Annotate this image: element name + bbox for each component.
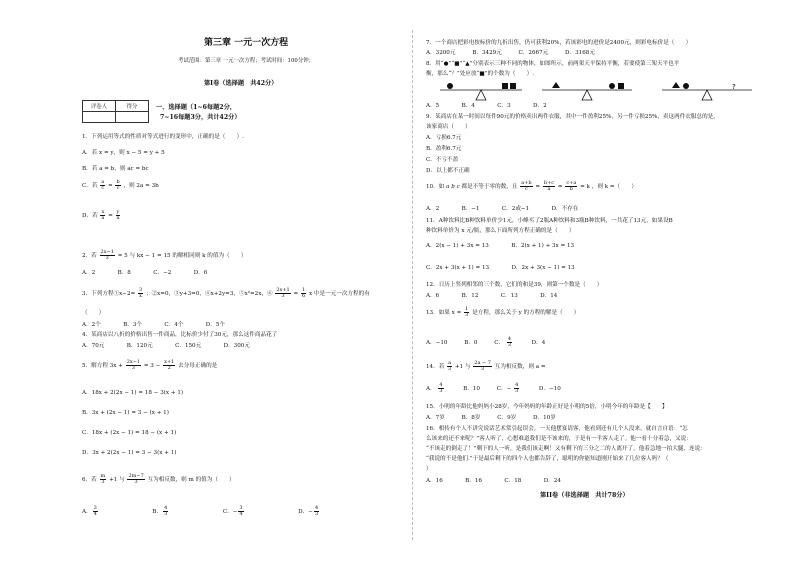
column-divider — [412, 30, 413, 540]
balance-1 — [440, 83, 522, 100]
exam-scope: 考试范围：第三章 一元一次方程；考试时间：100分钟； — [178, 58, 314, 64]
exam-title: 第三章 一元一次方程 — [204, 38, 289, 48]
question-4: 4．某商店以八折的价格出售一件商品，比标价少付了30元，那么这件商品花了 — [82, 332, 278, 338]
question-16: 16．相传有个人不讲究说话艺术常引起误会。一天他摆宴请客，他看到还有几个人没来，就自言自语：“怎 — [426, 426, 688, 432]
svg-text:?: ? — [732, 83, 736, 91]
score-label: 得分 — [116, 101, 149, 112]
q8-options: A．5 B．4 C．3 D．2 — [426, 103, 547, 109]
balance-figures — [432, 80, 772, 104]
q4-options: A．70元 B．120元 C．150元 D．300元 — [82, 343, 250, 349]
q7-options: A．3200元 B．3429元 C．2667元 D．3168元 — [426, 50, 595, 56]
q1-option-b: B．若 a = b，则 ac = bc — [82, 166, 149, 172]
q14-options: A． $\frac{4}{3}$ B．10 C．− $\frac{4}{3}$ D．−10 — [426, 382, 561, 394]
question-8: 8．用“●”“■”“▲”分别表示三种不同的物体，如图所示，前两架天平保持平衡，若要使第三架天平也平 — [426, 61, 680, 67]
question-3: 3．下列方程①x−2= $\frac{3}{x}$ ；②x=0，③y+3=0，④x+2y=3，⑤x²=2x，⑥ $\frac{2x+1}{3}$ = $\frac{1}{6}$ x 中是一元一次方程的有 — [82, 287, 370, 299]
question-6: 6．若 $\frac{m}{3}$ +1 与 $\frac{2m-7}{3}$ 互为相反数，则 m 的值为（ ） — [82, 473, 235, 485]
q3-options: A．2个 B．3个 C．4个 D．5个 — [82, 322, 226, 328]
q8-cont: 衡，那么“？”处应放“■”的个数为（ ）. — [426, 71, 535, 77]
reviewer-label: 评卷人 — [83, 101, 116, 112]
section1-line1: 一、选择题（1~6每题2分， — [156, 104, 236, 111]
q1-option-d: D．若 $\frac{x}{a}$ = $\frac{y}{a}$ — [82, 209, 120, 221]
q6-options: A． $\frac{3}{4}$ B． $\frac{4}{3}$ C．− $\frac{3}{4}$ D．− $\frac{4}{3}$ — [82, 505, 319, 517]
q1-option-c: C．若 $\frac{a}{c}$ = $\frac{b}{c}$ ，则 2a = 3b — [82, 179, 159, 191]
question-15: 15．小明的年龄比他妈妈小28岁，今年妈妈的年龄正好是小明的5倍，小明今年的年龄是【 】 — [426, 404, 668, 410]
question-11: 11．A种饮料比B种饮料单价少1元，小峰买了2瓶A种饮料和3瓶B种饮料，一共花了13元，如果设B — [426, 218, 673, 224]
q2-options: A．2 B．8 C．−2 D．6 — [82, 270, 208, 276]
q10-options: A．2 B．−1 C．2或−1 D．不存在 — [426, 206, 579, 212]
q1-option-a: A．若 x = y，则 x − 5 = y + 5 — [82, 150, 165, 156]
q16-cont-1: 么该来的还不来呢？”客人听了，心想难道我们是不该来的，于是有一半客人走了。他一看十分着急，又说： — [426, 436, 692, 442]
q5-option-b: B．3x + (2x − 1) = 3 − (x + 1) — [82, 410, 169, 416]
question-7: 7．一个商店把彩电按标价的九折出售，仍可获利20%，若该彩电的进价是2400元，则彩电标价是（ ） — [426, 40, 692, 46]
reviewer-cell — [83, 112, 116, 123]
balance-2 — [542, 82, 632, 100]
part2-title: 第II卷（非选择题 共计78分） — [540, 492, 629, 499]
q16-cont-2: “不该走的倒走了！”剩下的人一听，是我们该走啊！又有剩下的三分之二的人离开了。他着急地一拍大腿，连说： — [426, 446, 706, 452]
question-9: 9．某商店在某一时间以每件90元的价格卖出两件衣服，其中一件盈利25%，另一件亏损25%，卖这两件衣服总的是， — [426, 114, 719, 120]
q15-options: A．7岁 B．8岁 C．9岁 D．10岁 — [426, 415, 556, 421]
q5-option-d: D．3x + 2(2x − 1) = 3 − 3(x + 1) — [82, 450, 177, 456]
q5-option-c: C．18x + (2x − 1) = 18 − (x + 1) — [82, 430, 177, 436]
section1-line2: 7~16每题3分，共计42分） — [160, 114, 241, 121]
question-2: 2．若 $\frac{2x-1}{3}$ = 5 与 kx − 1 = 15 的解相同则 k 的值为（ ） — [82, 249, 247, 261]
q9-option-c: C．不亏不盈 — [426, 157, 459, 163]
question-5: 5．解方程 3x + $\frac{2x-1}{3}$ = 3 − $\frac{x+1}{2}$ 去分母正确的是 — [82, 359, 218, 371]
q9-option-d: D．以上都不正确 — [426, 168, 470, 174]
q11-options-2: C．2x + 3(x + 1) = 13 D．2x + 3(x − 1) = 13 — [426, 265, 575, 271]
q11-cont: 种饮料单价为 x 元/瓶，那么下面所列方程正确的是（ ） — [426, 228, 575, 234]
q16-cont-3: “我说的不是他们.”于是最后剩下的四个人也都告辞了，聪明的你能知道刚开始来了几位客人吗？（ — [426, 456, 669, 462]
question-13: 13．如果 x = $\frac{1}{3}$ 是方程，那么关于 y 的方程的解是（ ） — [426, 306, 580, 318]
q11-options-1: A．2(x − 1) + 3x = 13 B．2(x + 1) + 3x = 13 — [426, 243, 575, 249]
question-10: 10．如 a b c 都是不等于零的数，且 $\frac{a+b}{c}$ = $\frac{b+c}{a}$ = $\frac{c+a}{b}$ = k ，则 k =（ ） — [426, 180, 637, 192]
score-cell — [116, 112, 149, 123]
q13-options: A．−10 B．0 C． $\frac{4}{3}$ D．4 — [426, 336, 546, 348]
q3-blank: （ ） — [82, 310, 105, 316]
balance-3 — [662, 82, 752, 100]
q16-cont-4: ） — [426, 466, 432, 472]
q9-option-a: A．亏损6.7元 — [426, 135, 462, 141]
question-14: 14．若 $\frac{a}{3}$ +1 与 $\frac{2a - 7}{3}$ 互为相反数，则 a = — [426, 360, 546, 372]
q12-options: A．6 B．12 C．13 D．14 — [426, 293, 558, 299]
q9-option-b: B．盈利6.7元 — [426, 146, 462, 152]
q9-cont: 该家商店（ ） — [426, 124, 471, 130]
question-1: 1．下列运用等式的性质对等式进行的变形中，正确的是（ ）. — [82, 134, 244, 140]
question-12: 12．日历上竖列相邻的三个数，它们的和是39，则第一个数是（ ） — [426, 282, 603, 288]
q16-options: A．16 B．16 C．18 D．24 — [426, 478, 561, 484]
q5-option-a: A．18x + 2(2x − 1) = 18 − 3(x + 1) — [82, 390, 184, 396]
part1-title: 第I卷（选择题 共42分） — [204, 80, 278, 87]
score-table — [82, 100, 149, 123]
